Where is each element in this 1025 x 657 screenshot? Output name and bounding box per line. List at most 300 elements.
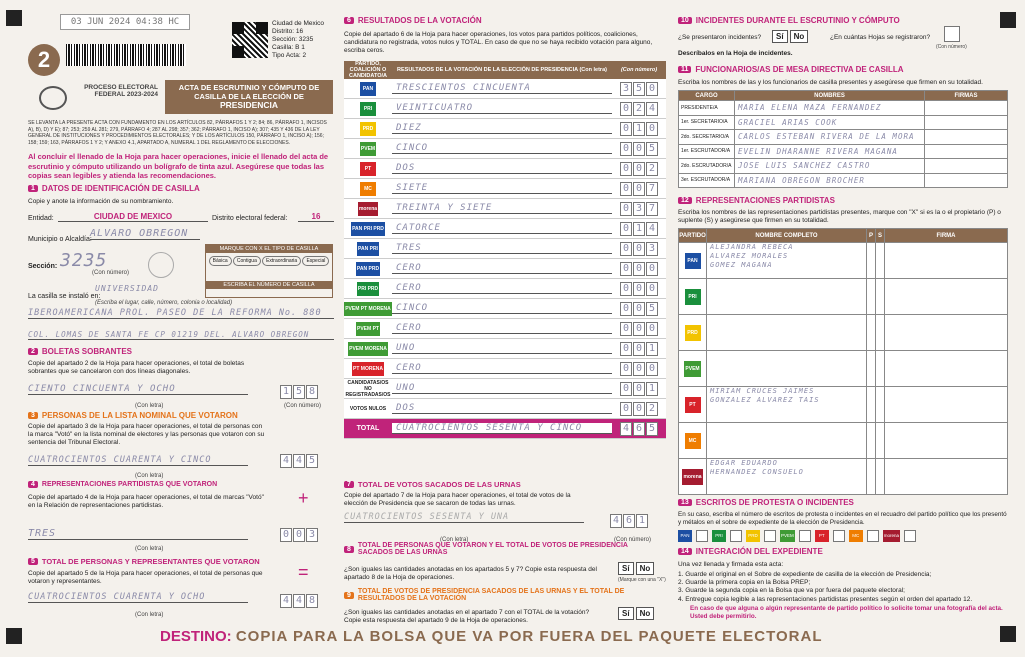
result-row [344,199,666,219]
tipo-basica[interactable]: Básica [209,256,232,266]
rep-firma[interactable] [885,279,1008,315]
numero-casilla-label: ESCRIBA EL NÚMERO DE CASILLA [206,281,332,289]
rep-p[interactable] [867,315,876,351]
protest-count-box[interactable] [696,530,708,542]
reps-col-partido: PARTIDO [679,229,707,243]
section-2-text: Copie del apartado 2 de la Hoja para hacer operaciones, el total de boletas sobrantes que se cancelaron con dos líneas diagonales. [28,360,245,375]
section-12-title: 12 REPRESENTACIONES PARTIDISTAS [678,196,835,205]
officials-col-cargo: CARGO [679,91,735,101]
section-6-text: Copie del apartado 6 de la Hoja para hacer operaciones, los votos para partidos políticos, coaliciones, candidatura no registrada, votos nulos y TOTAL. En caso de que no se haya recibido votación para alguno, escriba ceros. [344,31,653,54]
step-3: 3. Guarde la segunda copia en la Bolsa que va por fuera del paquete electoral; [678,587,905,595]
section-5-text: Copie del apartado 5 de la Hoja para hacer operaciones, el total de personas que votaron y representantes. [28,570,263,585]
result-letra: CINCO [392,143,612,154]
result-digits [612,242,666,256]
legal-text: SE LEVANTA LA PRESENTE ACTA CON FUNDAMENTO EN LOS ARTÍCULOS 82, PÁRRAFOS 1 Y 2; 84; 86, PÁRRAFO 1, INCISOS A), B), D) Y E); 87; 253; 259 AL 281; 279, PÁRRAFO 4; 287 AL 298; 357; 362; PÁRRAFO 1, INCISO A); 307; 435 Y 436 DE LA LEY GENERAL DE INSTITUCIONES Y PROCEDIMIENTOS ELECTORALES; Y DE LOS ARTÍCULOS 150, PÁRRAFO 1, INCISO A); 156; 158; 159; 163, PÁRRAFOS 1 Y 2; Y ANEXO 4.1, APARTADO A, NUMERAL 1 DEL REGLAMENTO DE ELECCIONES. [28,120,327,146]
digit-box: 0 [633,382,645,396]
digit-box: 0 [633,402,645,416]
receipt-stamp: 03 JUN 2024 04:38 HC [60,14,190,30]
result-digits [612,322,666,336]
rep-nombre [707,351,867,387]
field-casilla: Casilla: B 1 [272,44,305,51]
corner-marker-tr [1000,12,1016,28]
official-row [679,130,1008,145]
result-letra: CATORCE [392,223,612,234]
rep-p[interactable] [867,459,876,495]
result-row [344,359,666,379]
tipo-contigua[interactable]: Contigua [233,256,261,266]
official-nombre: GRACIEL ARIAS COOK [735,115,925,130]
result-party [344,222,392,236]
result-letra: UNO [392,383,612,394]
result-party [344,82,392,96]
rep-nombre [707,279,867,315]
digit-box: 0 [646,362,658,376]
digit-box: 5 [646,302,658,316]
party-logo-icon: PVEM PT [356,322,380,336]
result-party: VOTOS NULOS [349,405,387,412]
rep-p[interactable] [867,243,876,279]
section-10-question: ¿Se presentaron incidentes? [678,34,762,41]
digit-box: 0 [620,202,632,216]
officials-col-firmas: FIRMAS [925,91,1008,101]
tipo-extraordinaria[interactable]: Extraordinaria [262,256,301,266]
corner-marker-tl [6,10,22,26]
digit-box: 5 [646,422,658,436]
section-6-title: 6 RESULTADOS DE LA VOTACIÓN [344,16,482,25]
section-2-digits: 1 5 8 [280,385,318,399]
tipo-casilla-header: MARQUE CON X EL TIPO DE CASILLA [206,245,332,253]
officials-col-nombres: NOMBRES [735,91,925,101]
result-row [344,399,666,419]
result-row [344,99,666,119]
col-party-header: PARTIDO, COALICIÓN O CANDIDATO/A [349,61,387,79]
section-11-title: 11 FUNCIONARIOS/AS DE MESA DIRECTIVA DE CASILLA [678,65,904,74]
digit-box: 2 [646,402,658,416]
section-4-text: Copie del apartado 4 de la Hoja para hacer operaciones, el total de marcas "Votó" en la Relación de representaciones partidistas. [28,494,264,509]
section-10-answer [772,30,808,43]
digit-box: 3 [620,82,632,96]
rep-firma[interactable] [885,387,1008,423]
result-letra: CERO [392,363,612,374]
result-digits [612,162,666,176]
official-nombre: MARIANA OBREGON BROCHER [735,173,925,188]
party-logo-icon: PRI [712,530,726,542]
result-letra: CINCO [392,303,612,314]
section-2-caption-letra: (Con letra) [135,403,164,409]
digit-box: 3 [633,202,645,216]
section-10-describe: Descríbalos en la Hoja de incidentes. [678,50,793,57]
section-4-letra: TRES [28,528,248,540]
protest-count-box[interactable] [867,530,879,542]
rep-s[interactable] [876,387,885,423]
result-digits [612,262,666,276]
section-8-title: 8 TOTAL DE PERSONAS QUE VOTARON Y EL TOTAL DE VOTOS DE PRESIDENCIA SACADOS DE LAS URNAS [344,542,664,556]
party-logo-icon: MC [849,530,863,542]
digit-box: 0 [633,322,645,336]
party-logo-icon: PRI [685,289,701,305]
section-4-title: 4 REPRESENTACIONES PARTIDISTAS QUE VOTARON [28,481,217,488]
digit-box: 0 [620,162,632,176]
section-10-title: 10 INCIDENTES DURANTE EL ESCRUTINIO Y CÓMPUTO [678,16,900,25]
rep-name-line: ALEJANDRA REBECA [710,243,794,251]
rep-firma[interactable] [885,315,1008,351]
col-letra-header: RESULTADOS DE LA VOTACIÓN DE LA ELECCIÓN DE PRESIDENCIA (Con letra) [397,67,607,73]
result-digits [612,202,666,216]
seccion-label: Sección: [28,263,58,270]
result-party [344,102,392,116]
rep-s[interactable] [876,459,885,495]
qr-code [232,22,268,58]
rep-p[interactable] [867,387,876,423]
rep-row [679,315,1008,351]
step-2: 2. Guarde la primera copia en la Bolsa PREP; [678,579,811,587]
rep-name-line: ALVAREZ MORALES [710,252,789,260]
official-row [679,115,1008,130]
digit-box: 0 [633,262,645,276]
rep-p[interactable] [867,351,876,387]
party-logo-icon: PRD [685,325,701,341]
main-instruction: Al concluir el llenado de la Hoja para hacer operaciones, inicie el llenado del acta de escrutinio y cómputo utilizando un bolígrafo de tinta azul. Asegúrese que todas las copias sean legibles y atienda las recomendaciones. [28,152,329,180]
rep-firma[interactable] [885,243,1008,279]
rep-party [679,315,707,351]
field-entidad: Ciudad de Mexico [272,20,325,27]
footer-destino: DESTINO: COPIA PARA LA BOLSA QUE VA POR FUERA DEL PAQUETE ELECTORAL [160,628,823,645]
official-nombre: JOSE LUIS SANCHEZ CASTRO [735,159,925,174]
section-5-caption-letra: (Con letra) [135,612,164,618]
digit-box: 0 [620,342,632,356]
digit-box: 4 [620,422,632,436]
party-logo-icon: PRD [746,530,760,542]
result-party [344,202,392,216]
rep-nombre [707,387,867,423]
result-row [344,379,666,399]
digit-box: 4 [646,222,658,236]
section-9-no[interactable]: No [636,607,655,620]
party-logo-icon: morena [358,202,378,216]
result-party [344,242,392,256]
section-9-question: ¿Son iguales las cantidades anotadas en el apartado 7 con el TOTAL de la votación? Copie esta respuesta del apartado 9 de la Hoja de operaciones. [344,609,590,624]
entidad-value: CIUDAD DE MEXICO [58,212,208,222]
digit-box: 0 [620,382,632,396]
digit-box: 0 [620,362,632,376]
result-letra: DIEZ [392,123,612,134]
section-7-caption-letra: (Con letra) [440,537,469,543]
digit-box: 1 [646,342,658,356]
field-distrito: Distrito: 16 [272,28,304,35]
rep-party [679,243,707,279]
barcode [66,44,186,66]
process-label: PROCESO ELECTORAL FEDERAL 2023-2024 [84,84,158,98]
digit-box: 2 [633,102,645,116]
official-nombre: MARIA ELENA MAZA FERNANDEZ [735,101,925,116]
party-logo-icon: PVEM [684,361,700,377]
digit-box: 5 [633,82,645,96]
result-party [344,302,392,316]
result-row [344,299,666,319]
reps-col-nombre: NOMBRE COMPLETO [707,229,867,243]
section-1-title: 1 DATOS DE IDENTIFICACIÓN DE CASILLA [28,184,200,193]
digit-box: 0 [620,102,632,116]
digit-box: 7 [646,202,658,216]
result-letra: CUATROCIENTOS SESENTA Y CINCO [392,423,612,434]
result-party: TOTAL [356,425,380,432]
result-party [344,322,392,336]
official-row [679,101,1008,116]
result-digits [612,382,666,396]
digit-box: 0 [620,322,632,336]
party-logo-icon: PAN PRI PRD [351,222,385,236]
result-party [344,282,392,296]
party-logo-icon: morena [883,530,900,542]
party-logo-icon: PRD [360,122,376,136]
party-logo-icon: PVEM [780,530,795,542]
result-digits [612,342,666,356]
rep-nombre [707,243,867,279]
rep-nombre [707,315,867,351]
instalo-line-1: UNIVERSIDAD [95,284,159,293]
digit-box: 2 [646,162,658,176]
result-party [344,362,392,376]
result-row [344,219,666,239]
footer-destino-text: COPIA PARA LA BOLSA QUE VA POR FUERA DEL PAQUETE ELECTORAL [235,628,823,645]
result-row [344,119,666,139]
result-row [344,419,666,439]
official-cargo: 1er. SECRETARIO/A [679,115,735,130]
party-logo-icon: PAN PRD [356,262,380,276]
digit-box: 0 [646,262,658,276]
result-row [344,79,666,99]
section-4-plus: + [298,488,309,508]
section-3-text: Copie del apartado 3 de la Hoja para hacer operaciones, el total de personas con la marca "Votó" en la lista nominal de electores y las personas que votaron con su sentencia del Tribunal Electoral. [28,423,265,446]
official-firma[interactable] [925,115,1008,130]
section-8-question: ¿Son iguales las cantidades anotadas en los apartados 5 y 7? Copie esta respuesta del apartado 8 de la Hoja de operaciones. [344,566,597,581]
party-logo-icon: PT [815,530,829,542]
result-row [344,319,666,339]
result-letra: VEINTICUATRO [392,103,612,114]
official-cargo: PRESIDENTE/A [679,101,735,116]
rep-row [679,459,1008,495]
section-3-caption-letra: (Con letra) [135,473,164,479]
rep-s[interactable] [876,351,885,387]
official-cargo: 1er. ESCRUTADOR/A [679,144,735,159]
result-party [344,142,392,156]
rep-name-line: MIRIAM CRUCES JAIMES [710,387,815,395]
rep-name-line: GOMEZ MAGANA [710,261,773,269]
corner-marker-br [1000,626,1016,642]
rep-party [679,351,707,387]
digit-box: 0 [620,282,632,296]
section-8-si[interactable]: Sí [618,562,634,575]
section-3-letra: CUATROCIENTOS CUARENTA Y CINCO [28,455,248,466]
digit-box: 0 [633,242,645,256]
result-row [344,179,666,199]
instalo-line-2: IBEROAMERICANA PROL. PASEO DE LA REFORMA No. 880 [28,308,334,319]
rep-firma[interactable] [885,351,1008,387]
digit-box: 6 [633,422,645,436]
result-row [344,139,666,159]
rep-firma[interactable] [885,423,1008,459]
result-letra: DOS [392,403,612,414]
digit-box: 0 [620,402,632,416]
party-logo-icon: PAN [678,530,692,542]
section-13-title: 13 ESCRITOS DE PROTESTA O INCIDENTES [678,498,854,507]
result-letra: DOS [392,163,612,174]
section-9-title: 9 TOTAL DE VOTOS DE PRESIDENCIA SACADOS DE LAS URNAS Y EL TOTAL DE RESULTADOS DE LA VOTACIÓN [344,588,664,602]
section-7-text: Copie del apartado 7 de la Hoja para hacer operaciones, el total de votos de la elección de Presidencia que se sacaron de todas las urnas. [344,492,571,507]
party-logo-icon: PAN [360,82,376,96]
section-4-digits: 0 0 3 [280,528,318,542]
results-rows [344,79,666,439]
rep-row [679,279,1008,315]
rep-nombre [707,423,867,459]
rep-s[interactable] [876,315,885,351]
digit-box: 0 [633,282,645,296]
section-7-title: 7 TOTAL DE VOTOS SACADOS DE LAS URNAS [344,480,521,489]
rep-nombre [707,459,867,495]
result-row [344,339,666,359]
section-10-no[interactable]: No [790,30,809,43]
section-10-si[interactable]: Sí [772,30,788,43]
rep-party [679,387,707,423]
section-2-letra: CIENTO CINCUENTA Y OCHO [28,384,248,395]
result-letra: TRES [392,243,612,254]
digit-box: 0 [620,122,632,136]
tipo-especial[interactable]: Especial [302,256,329,266]
digit-box: 0 [620,302,632,316]
rep-row [679,351,1008,387]
rep-party [679,459,707,495]
section-1-instruction: Copie y anote la información de su nombramiento. [28,198,174,205]
section-7-caption-num: (Con número) [614,537,652,543]
rep-party [679,279,707,315]
party-logo-icon: PVEM PT MORENA [344,302,392,316]
section-7-digits: 4 6 1 [610,514,648,528]
rep-firma[interactable] [885,459,1008,495]
result-digits [612,422,666,436]
section-3-title: 3 PERSONAS DE LA LISTA NOMINAL QUE VOTARON [28,411,238,420]
field-tipo-acta: Tipo Acta: 2 [272,52,307,59]
digit-box: 0 [633,142,645,156]
sheet-number: 2 [28,44,60,76]
section-10-question-2: ¿En cuántas Hojas se registraron? [830,34,931,41]
result-digits [612,362,666,376]
party-logo-icon: PT [360,162,376,176]
digit-box: 0 [633,182,645,196]
header-fields [272,20,334,60]
municipio-value: ALVARO OBREGON [90,228,200,240]
official-firma[interactable] [925,130,1008,145]
digit-box: 0 [620,142,632,156]
digit-box: 1 [633,122,645,136]
protest-row [678,530,1008,542]
protest-count-box[interactable] [730,530,742,542]
result-party [344,262,392,276]
section-3-digits: 4 4 5 [280,454,318,468]
party-logo-icon: PT [685,397,701,413]
result-digits [612,102,666,116]
title-band [165,80,333,114]
section-5-digits: 4 4 8 [280,594,318,608]
result-digits [612,282,666,296]
entidad-label: Entidad: [28,215,54,222]
section-10-count-box[interactable] [944,26,960,42]
digit-box: 5 [646,142,658,156]
protest-count-box[interactable] [904,530,916,542]
result-row [344,279,666,299]
section-14-steps [678,571,1008,604]
step-1: 1. Guarde el original en el Sobre de expediente de casilla de la elección de Presidencia; [678,571,932,578]
official-row [679,173,1008,188]
official-firma[interactable] [925,159,1008,174]
digit-box: 0 [633,362,645,376]
digit-box: 0 [633,162,645,176]
result-letra: TREINTA Y SIETE [392,203,612,214]
rep-s[interactable] [876,243,885,279]
section-2-title: 2 BOLETAS SOBRANTES [28,347,132,356]
protest-count-box[interactable] [764,530,776,542]
rep-row [679,423,1008,459]
reps-col-p: P [867,229,876,243]
seal [148,252,174,278]
official-firma[interactable] [925,144,1008,159]
official-row [679,144,1008,159]
rep-s[interactable] [876,279,885,315]
result-digits [612,142,666,156]
section-8-answer [618,562,654,575]
section-14-title: 14 INTEGRACIÓN DEL EXPEDIENTE [678,547,823,556]
party-logo-icon: PT MORENA [352,362,384,376]
rep-name-line: EDGAR EDUARDO [710,459,778,467]
result-digits [612,122,666,136]
page-title: ACTA DE ESCRUTINIO Y CÓMPUTO DE CASILLA DE LA ELECCIÓN DE [178,83,320,101]
protest-count-box[interactable] [833,530,845,542]
section-14-intro: Una vez llenada y firmada esta acta: [678,561,784,568]
party-logo-icon: MC [360,182,376,196]
result-party [344,162,392,176]
seccion-caption: (Con número) [92,270,130,276]
field-seccion: Sección: 3235 [272,36,314,43]
section-7-letra: CUATROCIENTOS SESENTA Y UNA [344,512,584,523]
party-logo-icon: MC [685,433,701,449]
instalo-caption: (Escriba el lugar, calle, número, colonia o localidad) [95,300,233,306]
party-logo-icon: PRI [360,102,376,116]
distrito-label: Distrito electoral federal: [212,215,288,222]
digit-box: 4 [646,102,658,116]
step-4: 4. Entregue copia legible a las representaciones partidistas presentes según el orden del apartado 12. [678,595,973,603]
result-party: CANDIDATAS/OS NO REGISTRADAS/OS [345,379,391,398]
section-11-text: Escriba los nombres de las y los funcionarios de casilla presentes y asegúrese que firmen en su totalidad. [678,79,983,86]
rep-p[interactable] [867,279,876,315]
result-party [344,182,392,196]
official-firma[interactable] [925,173,1008,188]
section-9-answer [618,607,654,620]
section-8-no[interactable]: No [636,562,655,575]
digit-box: 0 [620,222,632,236]
reps-col-s: S [876,229,885,243]
rep-p[interactable] [867,423,876,459]
results-table [344,61,666,439]
reps-col-firma: FIRMA [885,229,1008,243]
municipio-label: Municipio o Alcaldía: [28,236,92,243]
section-2-caption-num: (Con número) [284,403,322,409]
result-digits [612,302,666,316]
protest-count-box[interactable] [799,530,811,542]
official-firma[interactable] [925,101,1008,116]
rep-s[interactable] [876,423,885,459]
instalo-line-3: COL. LOMAS DE SANTA FE CP 01219 DEL. ALVARO OBREGON [28,330,334,340]
section-9-si[interactable]: Sí [618,607,634,620]
digit-box: 0 [620,242,632,256]
